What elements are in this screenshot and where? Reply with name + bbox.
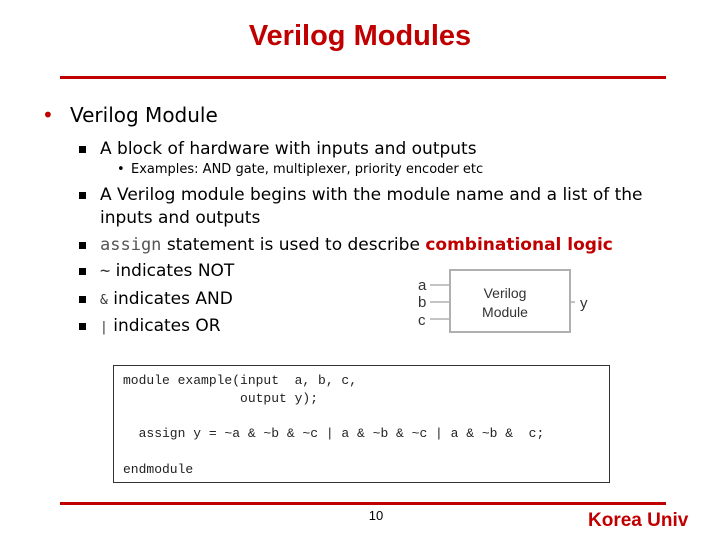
- korea-univ-logo: Korea Univ: [588, 510, 689, 531]
- square-bullet-icon: [79, 192, 86, 199]
- bullet-text: indicates OR: [107, 316, 221, 336]
- and-symbol: &: [100, 293, 108, 308]
- square-bullet-icon: [79, 268, 86, 275]
- bullet-text: indicates NOT: [110, 261, 235, 281]
- bullet-text: indicates AND: [107, 289, 233, 309]
- bullet-text: A Verilog module begins with the module name and a list of the: [100, 185, 643, 205]
- module-box: [450, 270, 570, 332]
- square-bullet-icon: [79, 146, 86, 153]
- module-label-line2: Module: [482, 304, 528, 320]
- code-line: output y);: [123, 391, 319, 406]
- bullet-text: statement is used to describe: [161, 235, 426, 255]
- bullet-text: Examples: AND gate, multiplexer, priority encoder etc: [131, 162, 484, 177]
- input-label-b: b: [418, 294, 427, 311]
- square-bullet-icon: [79, 323, 86, 330]
- or-symbol: |: [100, 320, 108, 335]
- not-symbol: ~: [100, 261, 111, 281]
- square-bullet-icon: [79, 296, 86, 303]
- input-label-a: a: [418, 277, 427, 294]
- input-label-c: c: [418, 312, 426, 329]
- verilog-module-diagram: [410, 260, 610, 340]
- bullet-text: A block of hardware with inputs and outputs: [100, 139, 477, 159]
- code-line: endmodule: [123, 462, 194, 477]
- bullet-text: Verilog Module: [70, 103, 218, 127]
- code-line: module example(input a, b, c,: [123, 373, 358, 388]
- square-bullet-icon: [79, 242, 86, 249]
- code-line: assign y = ~a & ~b & ~c | a & ~b & ~c | a & ~b & c;: [123, 426, 545, 441]
- title-divider: [60, 76, 666, 79]
- footer-divider: [60, 502, 666, 505]
- module-label-line1: Verilog: [483, 285, 527, 301]
- slide-title: Verilog Modules: [248, 20, 472, 52]
- page-number: 10: [368, 508, 384, 523]
- bullet-dot: •: [42, 103, 54, 127]
- code-example-box: [113, 365, 610, 483]
- combinational-logic-highlight: combinational logic: [425, 235, 613, 255]
- bullet-dot: •: [117, 162, 125, 177]
- assign-keyword: assign: [100, 235, 162, 255]
- output-label-y: y: [580, 295, 588, 312]
- bullet-text: inputs and outputs: [100, 208, 261, 228]
